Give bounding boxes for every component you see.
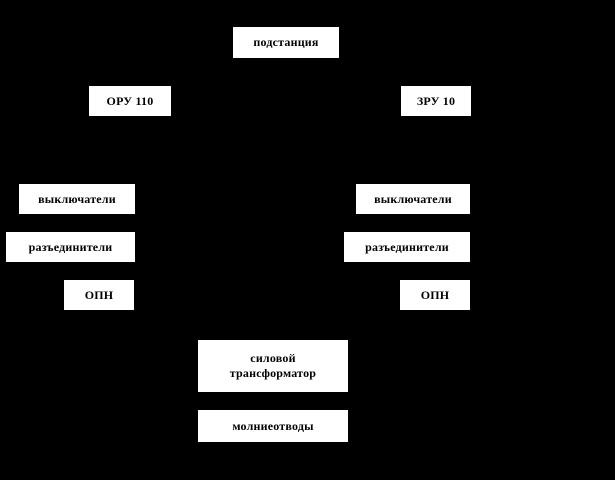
node-label: силовой <box>250 351 296 365</box>
node-label: выключатели <box>374 191 452 206</box>
node-breakers-left <box>18 183 136 215</box>
node-zru10 <box>400 85 472 117</box>
node-label: молниеотводы <box>232 418 314 433</box>
node-substation <box>232 26 340 59</box>
node-opn-right <box>399 279 471 311</box>
node-oru110 <box>88 85 172 117</box>
node-label: ОПН <box>420 287 450 302</box>
node-label-secondary: трансформатор <box>229 366 317 380</box>
node-disconnectors-right <box>343 231 471 263</box>
node-label: разъединители <box>365 239 449 254</box>
node-breakers-right <box>355 183 471 215</box>
node-label: ЗРУ 10 <box>416 93 456 108</box>
node-opn-left <box>63 279 135 311</box>
node-label: ОРУ 110 <box>106 93 154 108</box>
node-disconnectors-left <box>5 231 136 263</box>
node-label: разъединители <box>28 239 113 254</box>
node-label: ОПН <box>84 287 114 302</box>
node-label: подстанция <box>253 35 319 49</box>
node-power-transformer <box>197 339 349 393</box>
node-lightning-rods <box>197 409 349 443</box>
node-label: выключатели <box>38 191 116 206</box>
